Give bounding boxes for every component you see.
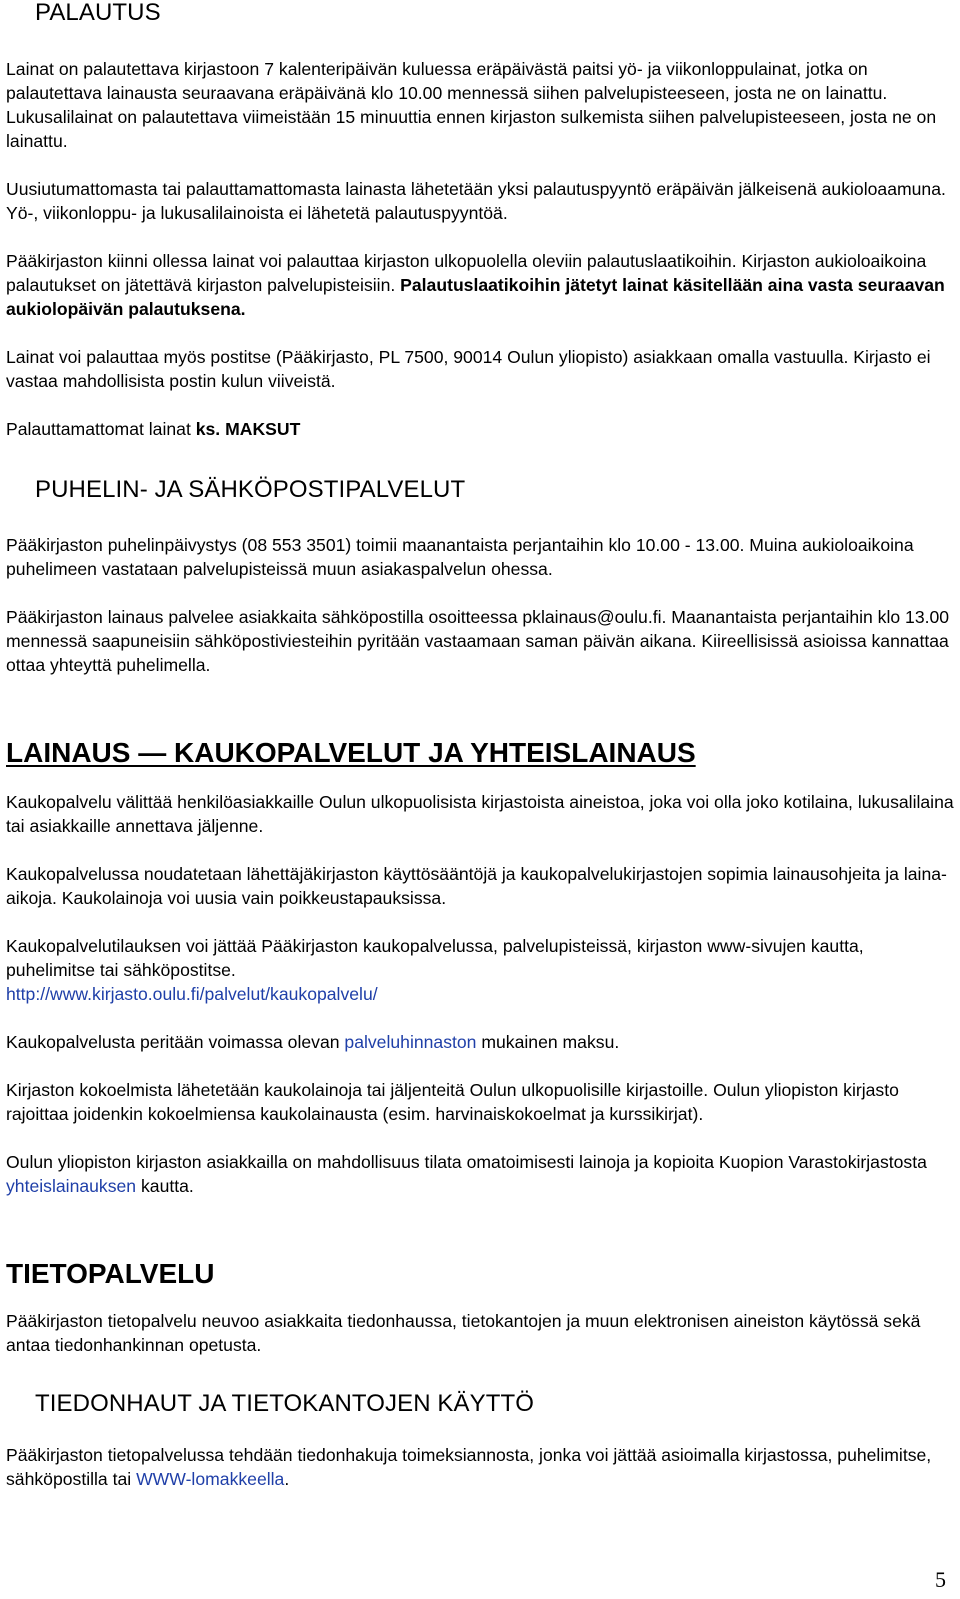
section-heading-tietopalvelu: TIETOPALVELU (6, 1258, 215, 1289)
tiedonhaut-paragraph-1-text-after: . (284, 1469, 290, 1489)
lainaus-paragraph-5: Kirjaston kokoelmista lähetetään kaukolainoja tai jäljenteitä Oulun ulkopuolisille kirjastoille. Oulun yliopiston kirjasto rajoittaa joidenkin kokoelmiensa kaukolainausta (esim. harvinaiskokoelmat ja kurssikirjat). (6, 1080, 899, 1124)
lainaus-paragraph-6-text-after: kautta. (136, 1176, 194, 1196)
lainaus-paragraph-1: Kaukopalvelu välittää henkilöasiakkaille Oulun ulkopuolisista kirjastoista aineistoa, joka voi olla joko kotilaina, lukusalilaina tai asiakkaille annettava jäljenne. (6, 792, 954, 836)
kaukopalvelu-link[interactable]: http://www.kirjasto.oulu.fi/palvelut/kaukopalvelu/ (6, 984, 378, 1004)
palautus-paragraph-3 (6, 249, 954, 321)
lainaus-paragraph-6-text-before: Oulun yliopiston kirjaston asiakkailla on mahdollisuus tilata omatoimisesti lainoja ja kopioita Kuopion Varastokirjastosta (6, 1152, 927, 1172)
puhelin-paragraph-1: Pääkirjaston puhelinpäivystys (08 553 3501) toimii maanantaista perjantaihin klo 10.00 - 13.00. Muina aukioloaikoina puhelimeen vastataan palvelupisteissä muun asiakaspalvelun ohessa. (6, 535, 914, 579)
lainaus-paragraph-2: Kaukopalvelussa noudatetaan lähettäjäkirjaston käyttösääntöjä ja kaukopalvelukirjastojen sopimia lainausohjeita ja laina-aikoja. Kaukolainoja voi uusia vain poikkeustapauksissa. (6, 864, 947, 908)
tietopalvelu-paragraph-1: Pääkirjaston tietopalvelu neuvoo asiakkaita tiedonhaussa, tietokantojen ja muun elektronisen aineiston käytössä sekä antaa tiedonhankinnan opetusta. (6, 1311, 921, 1355)
section-heading-lainaus: LAINAUS — KAUKOPALVELUT JA YHTEISLAINAUS (6, 737, 696, 768)
palautus-paragraph-5 (6, 417, 954, 441)
www-lomake-link[interactable]: WWW-lomakkeella (136, 1469, 285, 1489)
page-number: 5 (935, 1567, 946, 1592)
puhelin-paragraph-2: Pääkirjaston lainaus palvelee asiakkaita sähköpostilla osoitteessa pklainaus@oulu.fi. Maanantaista perjantaihin klo 13.00 mennessä saapuneisiin sähköpostiviesteihin pyritään vastaamaan saman päivän aikana. Kiireellisissä asioissa kannattaa ottaa yhteyttä puhelimella. (6, 607, 950, 675)
palautus-paragraph-4: Lainat voi palauttaa myös postitse (Pääkirjasto, PL 7500, 90014 Oulun yliopisto) asiakkaan omalla vastuulla. Kirjasto ei vastaa mahdollisista postin kulun viiveistä. (6, 347, 931, 391)
section-heading-tiedonhaut: TIEDONHAUT JA TIETOKANTOJEN KÄYTTÖ (35, 1390, 535, 1417)
document-page (6, 0, 954, 1491)
palveluhinnasto-link[interactable]: palveluhinnaston (344, 1032, 477, 1052)
lainaus-paragraph-4-text-before: Kaukopalvelusta peritään voimassa olevan (6, 1032, 345, 1052)
lainaus-paragraph-6 (6, 1150, 954, 1198)
tiedonhaut-paragraph-1-text-before: Pääkirjaston tietopalvelussa tehdään tiedonhakuja toimeksiannosta, jonka voi jättää asioimalla kirjastossa, puhelimitse, sähköpostilla tai (6, 1445, 932, 1489)
lainaus-paragraph-4 (6, 1030, 954, 1054)
section-heading-palautus: PALAUTUS (35, 0, 161, 26)
section-heading-puhelin: PUHELIN- JA SÄHKÖPOSTIPALVELUT (35, 476, 466, 503)
palautus-paragraph-5-text: Palauttamattomat lainat (6, 419, 196, 439)
palautus-paragraph-3-bold: Palautuslaatikoihin jätetyt lainat käsitellään aina vasta seuraavan aukiolopäivän palautuksena. (6, 275, 945, 319)
lainaus-paragraph-4-text-after: mukainen maksu. (476, 1032, 620, 1052)
lainaus-paragraph-3-text: Kaukopalvelutilauksen voi jättää Pääkirjaston kaukopalvelussa, palvelupisteissä, kirjaston www-sivujen kautta, puhelimitse tai sähköpostitse. (6, 936, 864, 980)
maksut-reference: ks. MAKSUT (195, 419, 301, 439)
palautus-paragraph-1: Lainat on palautettava kirjastoon 7 kalenteripäivän kuluessa eräpäivästä paitsi yö- ja viikonloppulainat, jotka on palautettava lainausta seuraavana eräpäivänä klo 10.00 mennessä siihen palvelupisteeseen, josta ne on lainattu. Lukusalilainat on palautettava viimeistään 15 minuuttia ennen kirjaston sulkemista siihen palvelupisteeseen, josta ne on lainattu. (6, 59, 937, 151)
tiedonhaut-paragraph-1 (6, 1443, 954, 1491)
yhteislainaus-link[interactable]: yhteislainauksen (6, 1176, 137, 1196)
palautus-paragraph-3-text: Pääkirjaston kiinni ollessa lainat voi palauttaa kirjaston ulkopuolella oleviin palautuslaatikoihin. Kirjaston aukioloaikoina palautukset on jätettävä kirjaston palvelupisteisiin. (6, 251, 927, 295)
palautus-paragraph-2: Uusiutumattomasta tai palauttamattomasta lainasta lähetetään yksi palautuspyyntö eräpäivän jälkeisenä aukioloaamuna. Yö-, viikonloppu- ja lukusalilainoista ei lähetetä palautuspyyntöä. (6, 179, 946, 223)
lainaus-paragraph-3 (6, 934, 954, 1006)
